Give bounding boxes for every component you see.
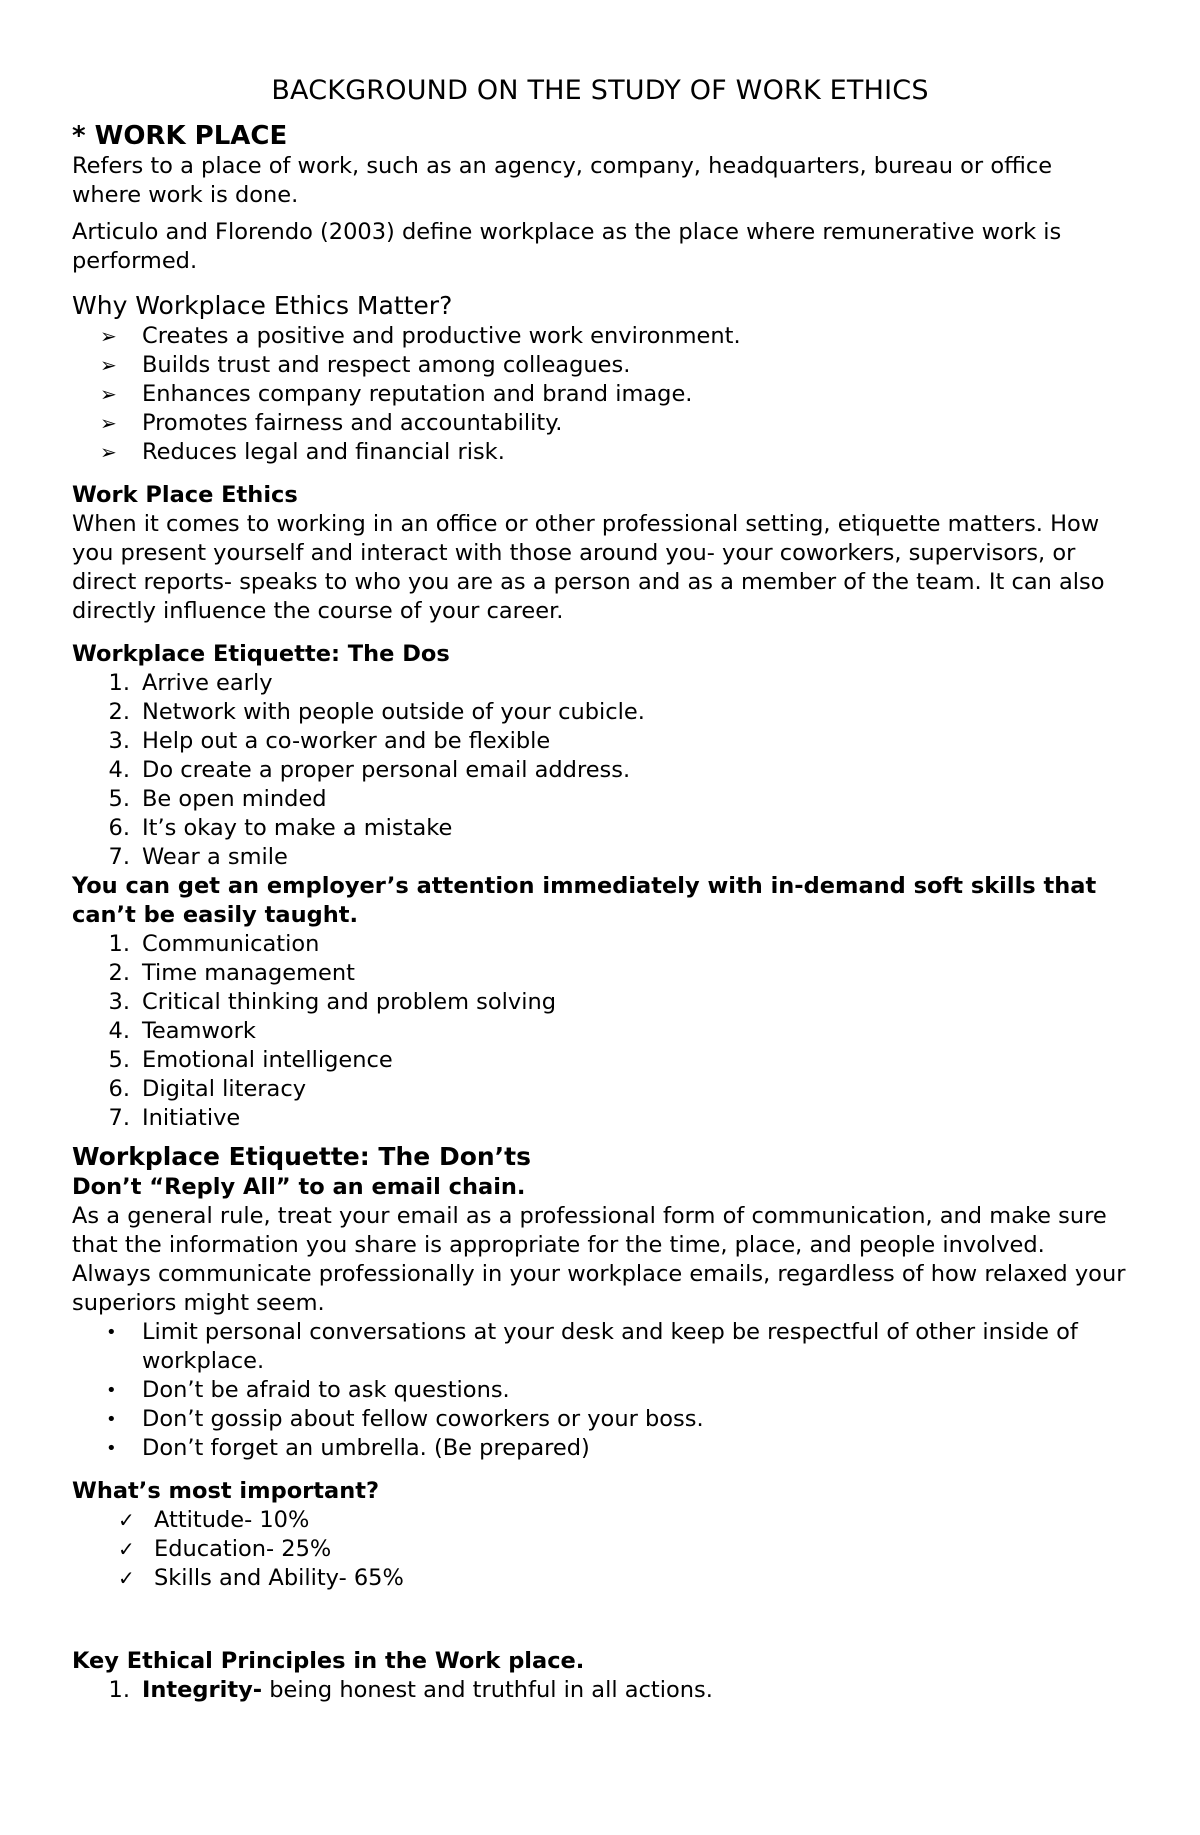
document-title: BACKGROUND ON THE STUDY OF WORK ETHICS xyxy=(271,75,929,106)
list-item: 2. Time management xyxy=(108,960,355,986)
list-item: 3. Help out a co-worker and be flexible xyxy=(108,728,551,754)
arrow-bullet-icon: ➢ xyxy=(100,324,117,348)
place-ethics-heading: Work Place Ethics xyxy=(72,482,298,508)
list-item: 7. Initiative xyxy=(108,1105,241,1131)
list-item: 5. Emotional intelligence xyxy=(108,1047,393,1073)
list-item: • Don’t forget an umbrella. (Be prepared) xyxy=(106,1435,590,1461)
arrow-bullet-icon: ➢ xyxy=(100,353,117,377)
principle-description: being honest and truthful in all actions. xyxy=(262,1677,713,1703)
list-item: 1. Arrive early xyxy=(108,670,273,696)
arrow-bullet-icon: ➢ xyxy=(100,440,117,464)
list-item: 7. Wear a smile xyxy=(108,844,288,870)
donts-body: As a general rule, treat your email as a professional form of communication, and make sure that the information you share is appropriate for the time, place, and people involved. Always communicate professionally in your workplace emails, regardless of how relaxed your superiors might seem. xyxy=(72,1203,1126,1316)
bullet-icon: • xyxy=(106,1409,117,1430)
list-item: 4. Teamwork xyxy=(108,1018,256,1044)
why-matter-heading: Why Workplace Ethics Matter? xyxy=(72,291,453,320)
list-item: • Don’t gossip about fellow coworkers or your boss. xyxy=(106,1406,704,1432)
list-item: ➢ Reduces legal and financial risk. xyxy=(100,439,505,465)
list-item: 3. Critical thinking and problem solving xyxy=(108,989,556,1015)
list-item: ➢ Enhances company reputation and brand image. xyxy=(100,381,693,407)
place-ethics-body: When it comes to working in an office or other professional setting, etiquette matters. How you present yourself and interact with those around you- your coworkers, supervisors, or direct reports- speaks to who you are as a person and as a member of the team. It can also directly influence the course of your career. xyxy=(72,511,1105,624)
list-item: 1. Integrity- being honest and truthful in all actions. xyxy=(108,1677,713,1703)
soft-skills-heading: You can get an employer’s attention immediately with in-demand soft skills that can’t be easily taught. xyxy=(72,873,1097,928)
checkmark-icon: ✓ xyxy=(118,1537,135,1561)
checkmark-icon: ✓ xyxy=(118,1566,135,1590)
soft-skills-list xyxy=(72,930,1128,1133)
principles-heading: Key Ethical Principles in the Work place. xyxy=(72,1648,585,1674)
arrow-bullet-icon: ➢ xyxy=(100,382,117,406)
list-item: 6. Digital literacy xyxy=(108,1076,307,1102)
list-item: ✓ Education- 25% xyxy=(118,1536,332,1562)
workplace-definition: Refers to a place of work, such as an agency, company, headquarters, bureau or office where work is done. xyxy=(72,153,1053,208)
dos-list xyxy=(72,669,1128,872)
why-matter-list xyxy=(72,322,1128,467)
list-item: 6. It’s okay to make a mistake xyxy=(108,815,453,841)
donts-heading: Workplace Etiquette: The Don’ts xyxy=(72,1142,531,1171)
bullet-icon: • xyxy=(106,1322,117,1343)
list-item: • Limit personal conversations at your desk and keep be respectful of other inside of workplace. xyxy=(106,1319,1078,1374)
list-item: • Don’t be afraid to ask questions. xyxy=(106,1377,510,1403)
workplace-heading: * WORK PLACE xyxy=(72,121,288,151)
list-item: ➢ Creates a positive and productive work environment. xyxy=(100,323,741,349)
important-list xyxy=(72,1506,1128,1593)
list-item: ✓ Skills and Ability- 65% xyxy=(118,1565,404,1591)
important-heading: What’s most important? xyxy=(72,1478,380,1504)
list-item: ➢ Builds trust and respect among colleagues. xyxy=(100,352,631,378)
list-item: ➢ Promotes fairness and accountability. xyxy=(100,410,563,436)
bullet-icon: • xyxy=(106,1438,117,1459)
donts-subheading: Don’t “Reply All” to an email chain. xyxy=(72,1174,526,1200)
list-item: 1. Communication xyxy=(108,931,320,957)
principles-list xyxy=(72,1676,1128,1705)
donts-list xyxy=(72,1318,1128,1463)
workplace-citation: Articulo and Florendo (2003) define workplace as the place where remunerative work is performed. xyxy=(72,219,1062,274)
dos-heading: Workplace Etiquette: The Dos xyxy=(72,641,450,667)
list-item: 2. Network with people outside of your cubicle. xyxy=(108,699,645,725)
list-item: ✓ Attitude- 10% xyxy=(118,1507,310,1533)
arrow-bullet-icon: ➢ xyxy=(100,411,117,435)
bullet-icon: • xyxy=(106,1380,117,1401)
list-item: 4. Do create a proper personal email address. xyxy=(108,757,631,783)
checkmark-icon: ✓ xyxy=(118,1508,135,1532)
principle-term: Integrity- xyxy=(142,1677,263,1703)
list-item: 5. Be open minded xyxy=(108,786,327,812)
